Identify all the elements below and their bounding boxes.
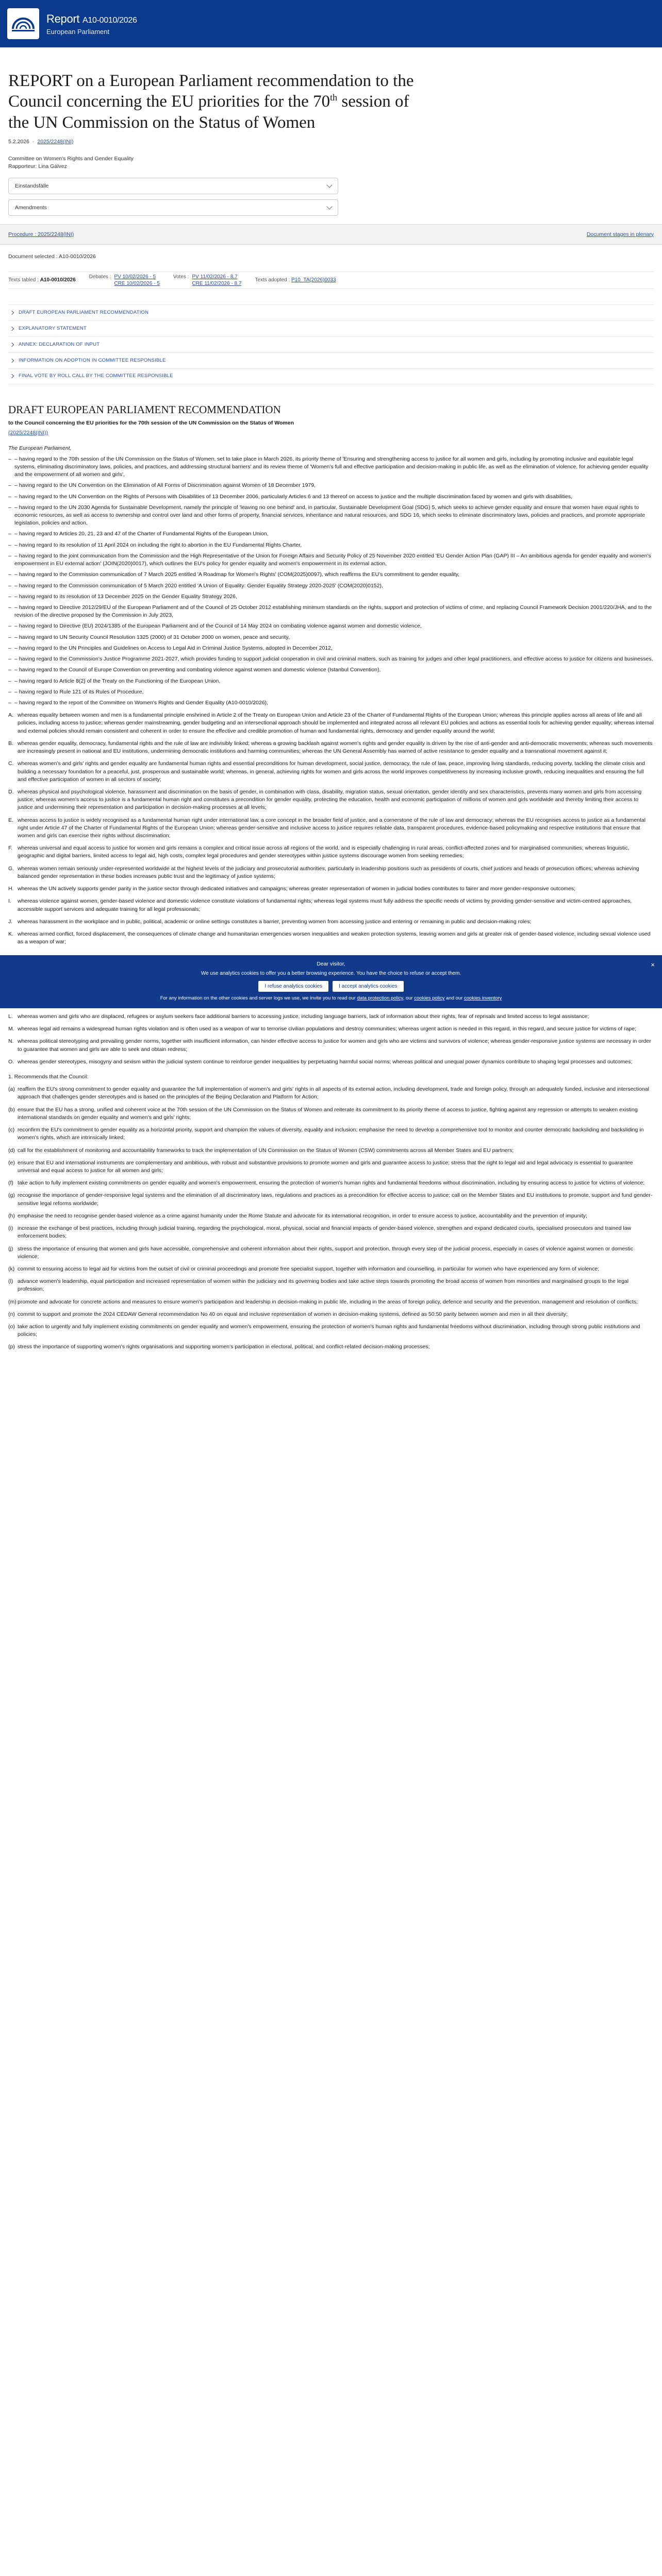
debates-group [89, 274, 160, 287]
recommendation-item [8, 1179, 654, 1187]
recitals-after-list [8, 1013, 654, 1066]
rapporteur: Rapporteur: Lina Gálvez [8, 163, 67, 170]
recital-item [8, 1038, 654, 1053]
procedure-band-link[interactable]: Procedure : 2025/2248(INI) [8, 231, 74, 238]
vote-link-pv[interactable]: PV 11/02/2026 - 8.7 [192, 274, 238, 280]
item-letter: G. [8, 865, 14, 872]
hemicycle-icon [11, 13, 36, 34]
item-text: advance women's leadership, equal participation and increased representation of women within the judiciary and its governing bodies and take active steps towards promoting the broad access of women from minorities and marginalised groups to the legal profession; [18, 1278, 629, 1293]
debates-label: Debates : [89, 274, 111, 280]
item-letter: O. [8, 1058, 14, 1065]
report-date: 5.2.2026 [8, 138, 29, 145]
citation-item: – – having regard to the UN 2030 Agenda for Sustainable Development, namely the principle of 'leaving no one behind' and, in particular, Sustainable Development Goal (SDG) 5, which seeks to achieve gender equality and ensure that women have equal rights to economic resources, as well as access to ownership and control over land and other forms of property, financial services, inheritance and natural resources, and SDG 16, which seeks to eliminate discriminatory laws, policies and practices, and promote appropriate legislation, policies and action, [8, 504, 654, 528]
item-letter: A. [8, 712, 13, 719]
recommendation-item [8, 1212, 654, 1220]
language-select[interactable] [8, 178, 338, 194]
item-text: increase the exchange of best practices, including through judicial training, regarding the psychological, moral, physical, social and financial impacts of gender-based violence, strengthen and expand dedicated courts, specialised prosecutors and trained law enforcement bodies; [18, 1225, 632, 1240]
item-text: whereas universal and equal access to justice for women and girls remains a complex and critical issue across all regions of the world, and is especially challenging in rural areas, conflict-affected zones and for marginalised communities; whereas linguistic, geographic and digital barriers, limited access to legal aid, high costs, complex legal procedures and gender stereotypes within justice systems discourage women from seeking remedies; [18, 845, 630, 859]
item-letter: J. [8, 918, 13, 925]
recommendation-item [8, 1106, 654, 1122]
citations-list [8, 455, 654, 707]
data-protection-link[interactable]: data protection policy [357, 995, 403, 1002]
item-text: whereas gender equality, democracy, fundamental rights and the rule of law are indivisibly linked; whereas a growing backlash against women's rights and gender equality is driven by the rise of anti-gender and anti-democratic movements; whereas such movements are increasingly present in national and EU institutions, undermining democratic institutions and harming communities; whereas the UN General Assembly has warned of active resistance to gender equality and a transnational movement against it; [18, 740, 653, 755]
cookie-banner [0, 955, 662, 1008]
item-letter: E. [8, 817, 13, 823]
recital-item [8, 885, 654, 893]
cookie-buttons [8, 981, 654, 992]
cookie-info-and: and our [446, 995, 463, 1002]
votes-group [173, 274, 242, 287]
item-letter: (b) [8, 1106, 15, 1113]
item-letter: H. [8, 886, 14, 892]
cookie-info-prefix: For any information on the other cookies and server logs we use, we invite you to read our [160, 995, 356, 1002]
item-text: call for the establishment of monitoring and accountability frameworks to track the implementation of UN Commission on the Status of Women (CSW) commitments across all Member States and EU partners; [18, 1147, 514, 1154]
item-letter: (h) [8, 1212, 15, 1219]
european-parliament-logo[interactable] [7, 8, 39, 39]
item-letter: (f) [8, 1180, 13, 1187]
recital-item [8, 817, 654, 840]
votes-label: Votes : [173, 274, 189, 280]
item-letter: (o) [8, 1324, 15, 1330]
amendments-select-label: Amendments [15, 204, 47, 211]
item-text: whereas equality between women and men is a fundamental principle enshrined in Article 2 of the Treaty on European Union and Article 23 of the Charter of Fundamental Rights of the European Union; whereas this principle applies across all areas of life and all policies, including access to justice; whereas gender mainstreaming, gender budgeting and an intersectional approach should be implemented and integrated across all relevant EU policies and actions as essential tools for achieving gender equality; whereas internal and external policies should remain consistent and coherent in order to ensure the effective and credible promotion of human and fundamental rights, democracy and gender equality around the world; [18, 712, 654, 734]
amendments-select[interactable] [8, 199, 338, 216]
citation-item: – – having regard to Directive 2012/29/EU of the European Parliament and of the Council of 25 October 2012 establishing minimum standards on the rights, support and protection of victims of crime, and replacing Council Framework Decision 2001/220/JHA, and to the revision of the directive proposed by the Commission in July 2023, [8, 604, 654, 619]
citation-item: – – having regard to the 70th session of the UN Commission on the Status of Women, set to take place in March 2026, its priority theme of 'Ensuring and strengthening access to justice for all women and girls, including by promoting inclusive and equitable legal systems, eliminating discriminatory laws, policies, and practices, and addressing structural barriers' and its review theme of 'Women's full and effective participation and decision-making in public life, as well as the elimination of violence, for achieving gender equality and the empowerment of all women and girls', [8, 455, 654, 479]
recommendation-item [8, 1343, 654, 1351]
item-text: whereas physical and psychological violence, harassment and discrimination on the basis of gender, in combination with class, disability, migration status, sexual orientation, gender identity and sex characteristics, prevents many women and girls from accessing justice; whereas women's access to justice is a fundamental human right and constitutes a precondition for gender equality, protecting the education, health and economic participation of millions of women and girls worldwide and thereby limiting their access to justice and undermining their representation and participation in decision-making processes at all levels; [18, 788, 642, 811]
item-letter: L. [8, 1013, 13, 1020]
citation-item: – – having regard to UN Security Council Resolution 1325 (2000) of 31 October 2000 on women, peace and security, [8, 634, 654, 641]
item-text: whereas armed conflict, forced displacement, the consequences of climate change and humanitarian emergencies worsen inequalities and weaken protection systems, leaving women and girls at greater risk of gender-based violence, including sexual violence used as a weapon of war; [18, 931, 651, 945]
cookie-title: Dear visitor, [317, 961, 345, 968]
toc-label: FINAL VOTE BY ROLL CALL BY THE COMMITTEE RESPONSIBLE [19, 373, 173, 379]
recommendation-item [8, 1278, 654, 1293]
recital-item [8, 740, 654, 755]
item-text: whereas the UN actively supports gender parity in the justice sector through dedicated initiatives and campaigns; whereas greater representation of women in judicial bodies contributes to fairer and more gender-responsive outcomes; [18, 886, 576, 892]
item-text: take action to fully implement existing commitments on gender equality and women's empowerment, ensuring the protection of women's human rights and fundamental freedoms without discrimination, including by ensuring access to justice for victims of violence; [18, 1180, 645, 1187]
item-text: take action to urgently and fully implement existing commitments on gender equality and women's empowerment, ensuring the protection of women's human rights and fundamental freedoms without discrimination, including through strong public institutions and policies; [18, 1324, 640, 1338]
item-letter: C. [8, 760, 14, 767]
recital-item [8, 918, 654, 926]
document-selected: Document selected : A10-0010/2026 [8, 253, 96, 260]
citation-item: – – having regard to Article 8(2) of the Treaty on the Functioning of the European Union, [8, 677, 654, 685]
recitals-list [8, 711, 654, 946]
title-part-2: session of the UN Commission on the Status of Women [8, 92, 409, 132]
item-letter: (i) [8, 1225, 13, 1232]
citation-item: – – having regard to the UN Convention on the Elimination of All Forms of Discrimination against Women of 18 December 1979, [8, 482, 654, 489]
committee-block [8, 155, 654, 171]
refuse-cookies-button[interactable]: I refuse analytics cookies [258, 981, 328, 992]
language-select-label: Einstandsfälle [15, 182, 49, 189]
chevron-right-icon [10, 310, 14, 314]
title-sup: th [330, 92, 338, 103]
citation-item: – – having regard to its resolution of 13 December 2025 on the Gender Equality Strategy 2026, [8, 593, 654, 601]
item-text: whereas women remain seriously under-represented worldwide at the highest levels of the judiciary and prosecutorial authorities, particularly in leadership positions such as presidents of courts, chief justices and heads of prosecution offices; whereas achieving balanced gender representation in these bodies increases public trust and the legitimacy of justice systems; [18, 865, 639, 879]
item-text: whereas women's and girls' rights and gender equality are fundamental human rights and essential preconditions for human development, social justice, democracy, the rule of law, peace, improving living standards, reducing poverty, tackling the climate crisis and building a necessary foundation for a peaceful, just, prosperous and sustainable world; whereas, in general, achieving rights for women and girls across the world improves competitiveness by increasing inclusive growth, reducing inequalities and ensuring the full and effective participation of women in all sectors of society; [18, 760, 646, 783]
recital-item [8, 897, 654, 913]
texts-adopted-label: Texts adopted : [255, 277, 290, 283]
item-letter: (c) [8, 1127, 15, 1133]
texts-tabled-value: A10-0010/2026 [40, 277, 76, 283]
item-letter: (e) [8, 1159, 15, 1166]
item-letter: (l) [8, 1278, 13, 1285]
item-text: ensure that EU and international instruments are complementary and ambitious, with robust and substantive provisions to promote women and girls and guarantee access to justice; stress that the right to legal aid and legal advocacy is essential to guarantee universal and equal access to justice for all women and girls; [18, 1159, 633, 1174]
recommendation-item [8, 1298, 654, 1306]
recital-item [8, 711, 654, 735]
section-heading: DRAFT EUROPEAN PARLIAMENT RECOMMENDATION [8, 403, 281, 416]
toc-label: ANNEX: DECLARATION OF INPUT [19, 341, 100, 347]
document-stages-link[interactable]: Document stages in plenary [586, 231, 654, 238]
procedure-link[interactable]: 2025/2248(INI) [37, 138, 74, 145]
item-text: whereas violence against women, gender-based violence and domestic violence constitute violations of fundamental rights; whereas legal systems must fully address the specific needs of victims by providing gender-sensitive and victim-centred approaches, accessible support services and adequate training for all legal professionals; [18, 898, 632, 912]
header-report-title [46, 11, 137, 27]
toc-label: INFORMATION ON ADOPTION IN COMMITTEE RESPONSIBLE [19, 357, 166, 363]
institution-name: European Parliament [46, 27, 110, 36]
cookies-inventory-link[interactable]: cookies inventory [464, 995, 502, 1002]
item-letter: (g) [8, 1192, 15, 1199]
citation-item: – – having regard to Directive (EU) 2024/1385 of the European Parliament and of the Council of 14 May 2024 on combating violence against women and domestic violence, [8, 622, 654, 630]
recital-item [8, 760, 654, 784]
item-letter: F. [8, 845, 13, 852]
recital-item [8, 930, 654, 946]
recommendation-item [8, 1245, 654, 1261]
committee-name: Committee on Women's Rights and Gender Equality [8, 155, 134, 162]
recommendation-item [8, 1323, 654, 1338]
page-title [8, 71, 431, 133]
texts-tabled-bar [8, 272, 654, 289]
item-text: reconfirm the EU's commitment to gender equality as a horizontal priority, support and champion the values of diversity, equality and inclusion; emphasise the need to develop a comprehensive tool to monitor and counter democratic backsliding and backsliding in women's rights, which are intrinsically linked; [18, 1127, 644, 1141]
item-letter: M. [8, 1026, 14, 1032]
toc-label: DRAFT EUROPEAN PARLIAMENT RECOMMENDATION [19, 309, 149, 315]
item-text: reaffirm the EU's strong commitment to gender equality and guarantee the full implementation of women's and girls' rights in all aspects of its external action, including development, trade and foreign policy, through an adequately funded, inclusive and intersectional approach that challenges gender stereotypes and is based on the principles of the Beijing Declaration and Platform for Action; [18, 1086, 649, 1100]
citation-item: – – having regard to the report of the Committee on Women's Rights and Gender Equality (A10-0010/2026), [8, 699, 654, 707]
report-label: Report [46, 12, 80, 25]
debate-link-pv[interactable]: PV 10/02/2026 - 5 [114, 274, 156, 280]
cookie-text: We use analytics cookies to offer you a better browsing experience. You have the choice to refuse or accept them. [201, 970, 461, 976]
toc-item[interactable] [8, 336, 654, 352]
procedure-reference [8, 429, 654, 437]
item-text: whereas gender stereotypes, misogyny and sexism within the judicial system continue to reinforce gender inequalities by perpetuating harmful social norms; whereas political and unequal power dynamics contribute to shaping legal processes and outcomes; [18, 1058, 633, 1065]
section-subtitle: to the Council concerning the EU priorities for the 70th session of the UN Commission on the Status of Women [8, 420, 294, 427]
chevron-right-icon [10, 326, 14, 330]
cookie-info [8, 995, 654, 1002]
citation-item: – – having regard to its resolution of 11 April 2024 on including the right to abortion in the EU Fundamental Rights Charter, [8, 541, 654, 549]
procedure-reference-link[interactable]: (2025/2248(INI)) [8, 430, 48, 436]
item-text: promote and advocate for concrete actions and measures to ensure women's participation and leadership in decision-making in public life, including in the areas of foreign policy, defence and security and the prevention, management and resolution of conflicts; [18, 1298, 638, 1305]
toc-item[interactable] [8, 368, 654, 384]
item-text: recognise the importance of gender-responsive legal systems and the elimination of all discriminatory laws, regulations and practices as a precondition for effective access to justice; call on the Member States and EU institutions to promote, support and fund gender-sensitive legal reforms worldwide; [18, 1192, 653, 1207]
item-text: whereas harassment in the workplace and in public, political, academic or online settings constitutes a barrier, preventing women from accessing justice and entering or remaining in public and decision-making roles; [18, 918, 532, 925]
vote-link-cre[interactable]: CRE 11/02/2026 - 8.7 [192, 280, 242, 286]
table-of-contents [8, 304, 654, 384]
texts-adopted-link[interactable]: P10_TA(2026)0033 [291, 277, 336, 283]
recommendation-item [8, 1311, 654, 1318]
item-letter: I. [8, 898, 11, 905]
citation-item: – – having regard to the joint communication from the Commission and the High Representative of the Union for Foreign Affairs and Security Policy of 25 November 2020 entitled 'EU Gender Action Plan (GAP) III – An ambitious agenda for gender equality and women's empowerment in EU external action' (JOIN(2020)0017), which outlines the EU's policy for gender equality and women's empowerment in its external action, [8, 552, 654, 568]
texts-tabled-group [8, 277, 76, 283]
citation-item: – – having regard to the UN Principles and Guidelines on Access to Legal Aid in Criminal Justice Systems, adopted in December 2012, [8, 645, 654, 652]
procedure-band [0, 224, 662, 245]
chevron-right-icon [10, 374, 14, 378]
item-letter: (a) [8, 1086, 15, 1093]
chevron-right-icon [10, 342, 14, 346]
recommendation-item [8, 1126, 654, 1142]
cookie-info-mid: , our [403, 995, 413, 1002]
item-text: whereas political stereotyping and prevailing gender norms, together with insufficient information, can hinder effective access to justice for women and girls who are victims and survivors of violence; whereas gender-responsive justice systems are necessary in order to guarantee that women and girls are able to seek and obtain redress; [18, 1038, 651, 1053]
item-letter: (n) [8, 1311, 15, 1317]
item-text: stress the importance of supporting women's rights organisations and supporting women's participation in electoral, political, and conflict-related decision-making processes; [18, 1344, 430, 1350]
recital-item [8, 1025, 654, 1033]
item-letter: (m) [8, 1298, 16, 1305]
texts-adopted-group [255, 277, 336, 283]
meta-line: 5.2.2026 - 2025/2248(INI) [8, 138, 74, 145]
recital-item [8, 844, 654, 860]
recital-item [8, 1013, 654, 1021]
title-part-1: REPORT on a European Parliament recommendation to the Council concerning the EU priorities for the 70 [8, 72, 414, 111]
toc-item[interactable] [8, 352, 654, 368]
toc-label: EXPLANATORY STATEMENT [19, 325, 87, 331]
recital-item [8, 1058, 654, 1066]
citation-item: – – having regard to the Commission's Justice Programme 2021-2027, which provides funding to support judicial cooperation in civil and criminal matters, such as training for judges and other legal practitioners, and effective access to justice for citizens and businesses, [8, 655, 654, 663]
citation-item: – – having regard to the Commission communication of 5 March 2020 entitled 'A Union of Equality: Gender Equality Strategy 2020-2025' (COM(2020)0152), [8, 582, 654, 590]
recommendation-item [8, 1192, 654, 1207]
site-header [0, 0, 662, 47]
item-letter: K. [8, 931, 13, 937]
recommendation-item [8, 1086, 654, 1101]
citation-item: – – having regard to Articles 20, 21, 23 and 47 of the Charter of Fundamental Rights of the European Union, [8, 530, 654, 538]
citation-item: – – having regard to the Council of Europe Convention on preventing and combating violence against women and domestic violence (Istanbul Convention), [8, 666, 654, 674]
citation-item: – – having regard to the UN Convention on the Rights of Persons with Disabilities of 13 December 2006, particularly Articles 6 and 13 thereof on access to justice and the multiple discrimination faced by women and girls with disabilities, [8, 493, 654, 501]
cookies-policy-link[interactable]: cookies policy [414, 995, 445, 1002]
close-icon[interactable]: × [651, 961, 655, 969]
recommendation-item [8, 1225, 654, 1240]
recommendation-item [8, 1147, 654, 1155]
debate-link-cre[interactable]: CRE 10/02/2026 - 5 [114, 280, 160, 286]
item-letter: (k) [8, 1265, 15, 1272]
item-text: commit to ensuring access to legal aid for victims from the outset of civil or criminal proceedings and promote free specialist support, together with information and counselling, in particular for women who have experienced any form of violence; [18, 1265, 600, 1272]
item-text: stress the importance of ensuring that women and girls have accessible, comprehensive and coherent information about their rights, support and protection, through every step of the judicial process, especially in cases of violence against women or domestic violence; [18, 1245, 634, 1260]
item-text: ensure that the EU has a strong, unified and coherent voice at the 70th session of the UN Commission on the Status of Women and reiterate its commitment to its priority theme of access to justice, fighting against any regression or attempts to weaken existing international standards on gender equality and women's and girls' rights; [18, 1106, 638, 1121]
the-european-parliament: The European Parliament, [8, 445, 72, 451]
item-letter: (d) [8, 1147, 15, 1154]
citation-item: – – having regard to Rule 121 of its Rules of Procedure, [8, 688, 654, 696]
recital-item [8, 788, 654, 812]
item-text: whereas legal aid remains a widespread human rights violation and is often used as a weapon of war to terrorise civilian populations and destroy communities; whereas urgent action is needed in this regard, in this regard, and secure justice for victims of rape; [18, 1026, 636, 1032]
item-letter: D. [8, 788, 14, 795]
recommendation-item [8, 1265, 654, 1273]
item-text: whereas access to justice is widely recognised as a fundamental human right under international law, a core concept in the broader field of justice, and a cornerstone of the rule of law and democracy; whereas the EU recognises access to justice as a fundamental right under Article 47 of the Charter of Fundamental Rights of the European Union; whereas gender-sensitive and inclusive access to justice requires reliable data, transparent procedures, evidence-based policymaking and respective institutions that ensure that women and girls can exercise their rights without discrimination; [18, 817, 646, 839]
recommendation-item [8, 1159, 654, 1175]
item-letter: N. [8, 1038, 14, 1045]
item-letter: (j) [8, 1245, 13, 1252]
item-letter: B. [8, 740, 13, 747]
item-text: emphasise the need to recognise gender-based violence as a crime against humanity under the Rome Statute and advocate for its international recognition, in order to ensure access to justice, accountability and the prevention of impunity; [18, 1212, 587, 1219]
cookie-banner-wrap [0, 955, 662, 1008]
item-text: whereas women and girls who are displaced, refugees or asylum seekers face additional barriers to accessing justice, including language barriers, lack of information about their rights, fear of reprisals and limited access to legal assistance; [18, 1013, 589, 1020]
accept-cookies-button[interactable]: I accept analytics cookies [333, 981, 403, 992]
report-code: A10-0010/2026 [82, 15, 137, 25]
toc-item[interactable] [8, 320, 654, 336]
recommendations-list [8, 1086, 654, 1351]
item-letter: (p) [8, 1344, 15, 1350]
toc-item[interactable] [8, 304, 654, 320]
texts-tabled-label: Texts tabled : [8, 277, 39, 283]
chevron-down-icon [326, 182, 332, 188]
citation-item: – – having regard to the Commission communication of 7 March 2025 entitled 'A Roadmap for Women's Rights' (COM(2025)0097), which reaffirms the EU's commitment to gender equality, [8, 571, 654, 579]
item-text: commit to support and promote the 2024 CEDAW General recommendation No 40 on equal and inclusive representation of women in decision-making systems, defined as 50:50 parity between women and men in all their diversity; [18, 1311, 568, 1317]
chevron-down-icon [326, 204, 332, 210]
chevron-right-icon [10, 358, 14, 362]
recital-item [8, 865, 654, 880]
recommends-heading: 1. Recommends that the Council: [8, 1074, 89, 1080]
